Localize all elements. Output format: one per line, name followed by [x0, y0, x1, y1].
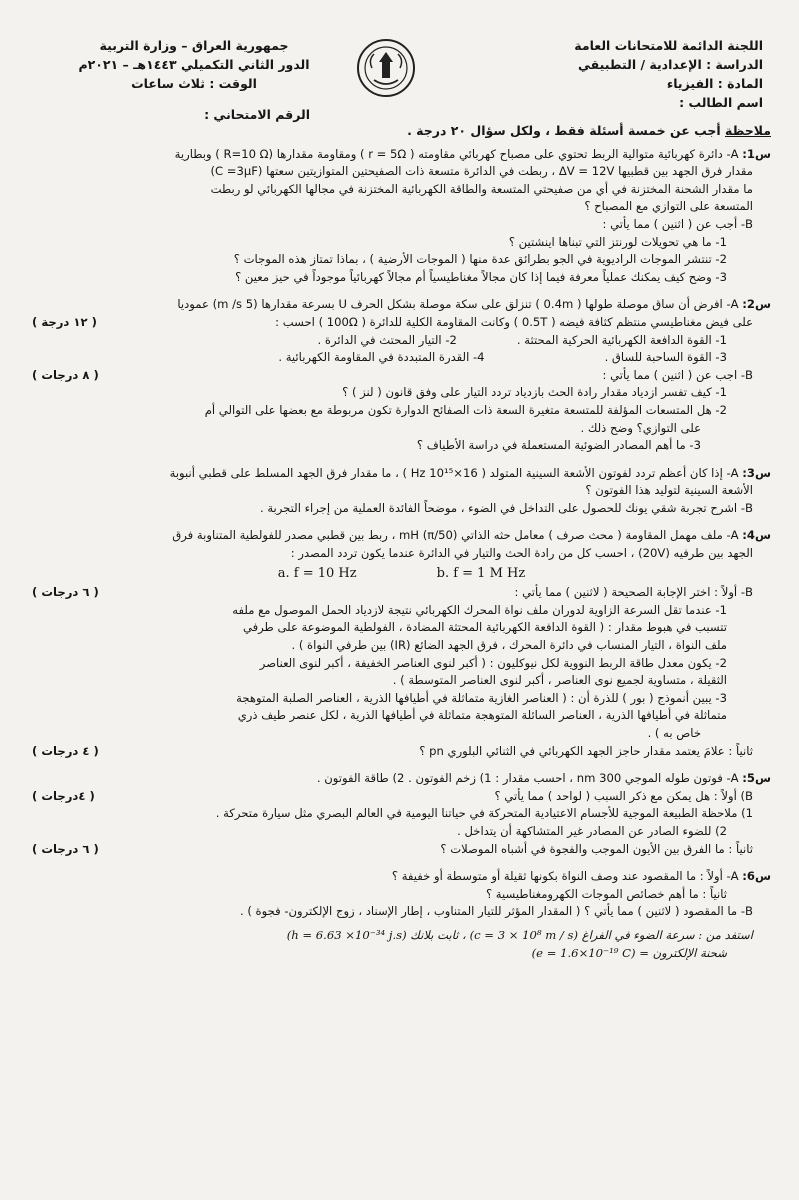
q4-a-line: الجهد بين طرفيه (20V) ، احسب كل من رادة الحث والتيار في الدائرة عندما يكون تردد المصدر :	[290, 546, 753, 561]
q2-b-head: B- اجب عن ( اثنين ) مما يأتي :	[602, 367, 753, 382]
q4-b2: ثانياً : علامَ يعتمد مقدار حاجز الجهد الكهربائي في الثنائي البلوري pn ؟	[419, 743, 753, 758]
country-ministry: جمهورية العراق – وزارة التربية	[99, 38, 289, 53]
q3-b: B- اشرح تجربة شقي يونك للحصول على التداخل في الضوء ، موضحاً الفائدة العملية من إجراء التجربة .	[259, 500, 753, 515]
question-6	[32, 868, 771, 921]
q6-b: B- ما المقصود ( لاثنين ) مما يأتي ؟ ( المقدار المؤثر للتيار المتناوب ، إطار الإسناد ، زوج الإلكترون- فجوة ) .	[239, 904, 753, 919]
planck-constant: (h = 6.63 ×10⁻³⁴ j.s)	[286, 927, 407, 942]
q5-b-head: B) أولاً : هل يمكن مع ذكر السبب ( لواحد ) مما يأتي ؟	[494, 788, 753, 803]
q1-number: س1:	[742, 146, 771, 161]
q2-number: س2:	[742, 297, 771, 312]
q6-a-line: A- أولاً : ما المقصود عند وصف النواة بكونها ثقيلة أو متوسطة أو خفيفة ؟	[391, 869, 739, 884]
q1-b-item: 1- ما هي تحويلات لورنتز التي تبناها اينشتين ؟	[508, 234, 727, 249]
q4-number: س4:	[742, 528, 771, 543]
q4-b-line: الثقيلة ، متساوية لجميع نوى العناصر ، أكبر لنوى العناصر المتوسطة ) .	[392, 673, 727, 688]
q2-b-item: 2- هل المتسعات المؤلفة للمتسعة متغيرة السعة ذات الصفائح الدوارة تكون مربوطة مع بعضها على التوالي أم	[204, 402, 727, 417]
q4-b-line: تتسبب في هبوط مقدار : ( القوة الدافعة الكهربائية المحتثة المضادة ، الفولطية الموضوعة على طرفي	[242, 620, 727, 635]
q4-b-head: B- أولاً : اختر الإجابة الصحيحة ( لاثنين ) مما يأتي :	[514, 585, 753, 600]
question-4	[32, 527, 771, 760]
exam-duration: الوقت : ثلاث ساعات	[131, 76, 257, 91]
speed-of-light: (c = 3 × 10⁸ m / s)	[469, 927, 579, 942]
subject: المادة : الفيزياء	[666, 76, 763, 91]
q5-b2-marks: ( ٦ درجات )	[32, 841, 99, 856]
q1-a-line: A- دائرة كهربائية متوالية الربط تحتوي على مصباح كهربائي مقاومته ( r = 5Ω ) ومقاومة مقدارها (R=10 Ω ) وبطارية	[174, 146, 739, 161]
question-5	[32, 770, 771, 858]
q4-b2-marks: ( ٤ درجات )	[32, 743, 99, 758]
q5-b2: ثانياً : ما الفرق بين الأيون الموجب والفجوة في أشباه الموصلات ؟	[440, 841, 753, 856]
question-2	[32, 296, 771, 454]
q1-b-item: 2- تنتشر الموجات الراديوية في الجو بطرائق عدة منها ( الموجات الأرضية ) ، بماذا تمتاز هذه الموجات ؟	[233, 252, 727, 267]
constants-line-2	[32, 945, 771, 963]
q2-b-item: 3- ما أهم المصادر الضوئية المستعملة في دراسة الأطياف ؟	[416, 438, 701, 453]
exam-body	[32, 122, 771, 962]
q4-a-line: A- ملف مهمل المقاومة ( محث صرف ) معامل حثه الذاتي (50/π) mH ، ربط بين قطبي مصدر للفولطية المتناوبة فرق	[172, 528, 739, 543]
q2-a-item: 4- القدرة المتبددة في المقاومة الكهربائية .	[278, 350, 485, 365]
q2-a-line: على فيض مغناطيسي منتظم كثافة فيضه ( 0.5T ) وكانت المقاومة الكلية للدائرة ( 100Ω ) احسب :	[275, 314, 753, 329]
ministry-seal-icon	[356, 38, 416, 98]
q4-b-line: خاص به ) .	[647, 726, 701, 740]
study-branch: الدراسة : الإعدادية / التطبيقي	[578, 57, 763, 72]
q4-b-line: ملف النواة ، التيار المنساب في دائرة المحرك ، فرق الجهد الضائع (IR) بين طرفي النواة ) .	[291, 638, 727, 653]
q4-frequency-options	[32, 565, 771, 583]
q1-b-head: B- أجب عن ( اثنين ) مما يأتي :	[602, 216, 753, 231]
q5-b-marks: ( ٤درجات )	[32, 788, 95, 803]
q4-b-line: 3- يبين أنموذج ( بور ) للذرة أن : ( العناصر الغازية متماثلة في أطيافها الذرية ، العناصر الصلبة المتوهجة	[236, 690, 727, 705]
q3-a-line: A- إذا كان أعظم تردد لفوتون الأشعة السينية المتولد ( 16×10¹⁵ Hz ) ، ما مقدار فرق الجهد المسلط على قطبي أنبوبة	[169, 465, 739, 480]
constants-intro: استفد من : سرعة الضوء في الفراغ	[581, 927, 753, 942]
q2-b-item: 1- كيف تفسر ازدياد مقدار رادة الحث بازدياد تردد التيار على وفق قانون ( لنز ) ؟	[342, 385, 727, 400]
question-3	[32, 465, 771, 518]
exam-session: الدور الثاني التكميلي ١٤٤٣هـ – ٢٠٢١م	[78, 57, 310, 72]
q4-b-line: 2- يكون معدل طاقة الربط النووية لكل نيوكليون : ( أكبر لنوى العناصر الخفيفة ، أكبر لنوى العناصر	[259, 655, 727, 670]
exam-number-label: الرقم الامتحاني :	[204, 107, 310, 122]
q1-a-line: مقدار فرق الجهد بين قطبيها ΔV = 12V ، ربطت في الدائرة متسعة ذات الصفيحتين المتوازيتين سعتها (C =3μF)	[210, 164, 753, 179]
q4-b-marks: ( ٦ درجات )	[32, 585, 99, 600]
planck-label: ، ثابت بلانك	[410, 927, 466, 942]
q2-a-item: 2- التيار المحتث في الدائرة .	[317, 332, 457, 347]
q6-a-line: ثانياً : ما أهم خصائص الموجات الكهرومغناطيسية ؟	[485, 886, 727, 901]
constants-line-1	[32, 927, 771, 945]
q2-b-item: على التوازي؟ وضح ذلك .	[580, 420, 701, 435]
q4-option-b: b. f = 1 M Hz	[436, 565, 526, 581]
q5-a: A- فوتون طوله الموجي 300 nm ، احسب مقدار : 1) زخم الفوتون . 2) طاقة الفوتون .	[316, 771, 739, 786]
electron-charge: (e = 1.6×10⁻¹⁹ C)	[531, 945, 636, 960]
q5-b-item: 2) للضوء الصادر عن المصادر غير المتشاكهة أن يتداخل .	[457, 823, 727, 838]
q1-a-line: المتسعة على التوازي مع المصباح ؟	[584, 199, 753, 214]
question-1	[32, 146, 771, 287]
q3-a-line: الأشعة السينية لتوليد هذا الفوتون ؟	[585, 483, 753, 498]
q2-a-marks: ( ١٢ درجة )	[32, 314, 97, 329]
note-label: ملاحظة	[725, 123, 771, 138]
q4-option-a: a. f = 10 Hz	[277, 565, 357, 581]
q2-b-marks: ( ٨ درجات )	[32, 367, 99, 382]
q4-b-line: متماثلة في أطيافها الذرية ، العناصر السائلة المتوهجة متماثلة في أطيافها الذرية ، لكل عنصر طيف ذري	[237, 708, 727, 723]
q2-a-line: A- افرض أن ساق موصلة طولها ( 0.4m ) تنزلق على سكة موصلة بشكل الحرف U بسرعة مقدارها (5 m /s) عموديا	[177, 297, 739, 312]
instructions-note	[32, 122, 771, 140]
q1-a-line: ما مقدار الشحنة المختزنة في أي من صفيحتي المتسعة والطاقة الكهربائية المختزنة في مجالها الكهربائي لو ربطت	[210, 181, 753, 196]
student-name-label: اسم الطالب :	[679, 95, 763, 110]
note-text: أجب عن خمسة أسئلة فقط ، ولكل سؤال ٢٠ درجة .	[407, 123, 725, 138]
q2-a-item: 3- القوة الساحبة للساق .	[604, 350, 727, 365]
header-right	[433, 36, 763, 112]
header-left	[54, 36, 334, 124]
q5-b-item: 1) ملاحظة الطبيعة الموجية للأجسام الاعتيادية المتحركة في حياتنا اليومية في العالم البصري مثل سيارة متحركة .	[215, 806, 753, 821]
q5-number: س5:	[742, 771, 771, 786]
committee-name: اللجنة الدائمة للامتحانات العامة	[574, 38, 763, 53]
electron-charge-label: شحنة الإلكترون =	[639, 945, 727, 960]
q1-b-item: 3- وضح كيف يمكنك عملياً معرفة فيما إذا كان مجالاً مغناطيسياً أم مجالاً كهربائياً موجوداً في حيز معين ؟	[235, 269, 727, 284]
q3-number: س3:	[742, 465, 771, 480]
q6-number: س6:	[742, 869, 771, 884]
q4-b-line: 1- عندما تقل السرعة الزاوية لدوران ملف نواة المحرك الكهربائي نتيجة لازدياد الحمل الموصول مع ملفه	[232, 602, 727, 617]
q2-a-item: 1- القوة الدافعة الكهربائية الحركية المحتثة .	[516, 332, 727, 347]
